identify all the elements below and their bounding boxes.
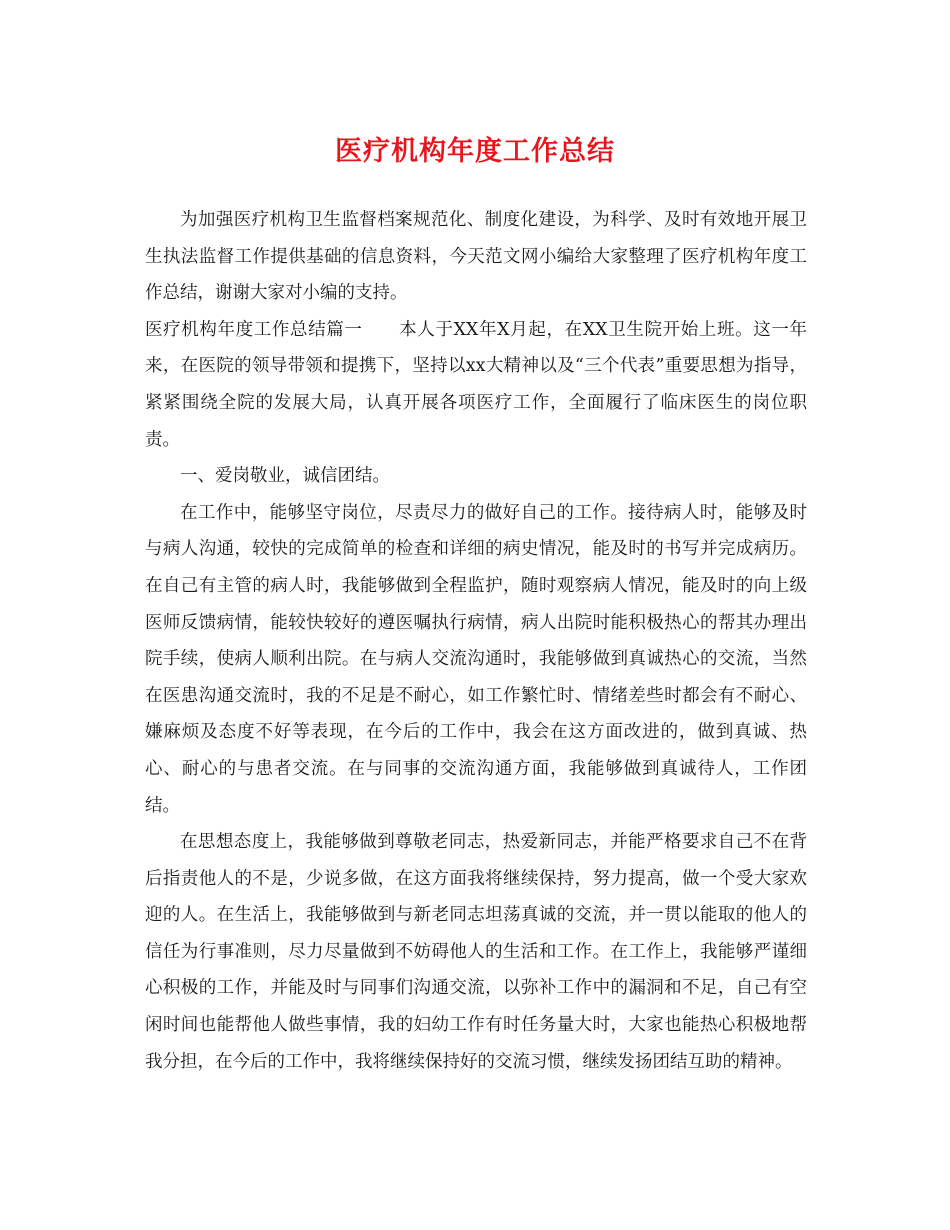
document-body	[145, 202, 807, 1080]
section-label: 医疗机构年度工作总结篇一	[145, 319, 363, 340]
body-paragraph-2: 在思想态度上，我能够做到尊敬老同志，热爱新同志，并能严格要求自己不在背后指责他人的不是，少说多做，在这方面我将继续保持，努力提高，做一个受大家欢迎的人。在生活上，我能够做到与新老同志坦荡真诚的交流，并一贯以能取的他人的信任为行事准则，尽力尽量做到不妨碍他人的生活和工作。在工作上，我能够严谨细心积极的工作，并能及时与同事们沟通交流，以弥补工作中的漏洞和不足，自己有空闲时间也能帮他人做些事情，我的妇幼工作有时任务量大时，大家也能热心积极地帮我分担，在今后的工作中，我将继续保持好的交流习惯，继续发扬团结互助的精神。	[145, 832, 807, 1072]
body-paragraph-1: 在工作中，能够坚守岗位，尽责尽力的做好自己的工作。接待病人时，能够及时与病人沟通，较快的完成简单的检查和详细的病史情况，能及时的书写并完成病历。在自己有主管的病人时，我能够做到全程监护，随时观察病人情况，能及时的向上级医师反馈病情，能较快较好的遵医嘱执行病情，病人出院时能积极热心的帮其办理出院手续，使病人顺利出院。在与病人交流沟通时，我能够做到真诚热心的交流，当然在医患沟通交流时，我的不足是不耐心，如工作繁忙时、情绪差些时都会有不耐心、嫌麻烦及态度不好等表现，在今后的工作中，我会在这方面改进的，做到真诚、热心、耐心的与患者交流。在与同事的交流沟通方面，我能够做到真诚待人，工作团结。	[145, 502, 807, 816]
intro-paragraph: 为加强医疗机构卫生监督档案规范化、制度化建设，为科学、及时有效地开展卫生执法监督工作提供基础的信息资料，今天范文网小编给大家整理了医疗机构年度工作总结，谢谢大家对小编的支持。	[145, 210, 807, 304]
document-title: 医疗机构年度工作总结	[335, 136, 615, 167]
section-heading: 一、爱岗敬业，诚信团结。	[180, 466, 390, 487]
section-opening: 本人于XX年X月起，在XX卫生院开始上班。这一年来，在医院的领导带领和提携下，坚持以xx大精神以及“三个代表”重要思想为指导，紧紧围绕全院的发展大局，认真开展各项医疗工作，全面履行了临床医生的岗位职责。	[145, 319, 807, 450]
section-paragraph	[145, 312, 807, 458]
